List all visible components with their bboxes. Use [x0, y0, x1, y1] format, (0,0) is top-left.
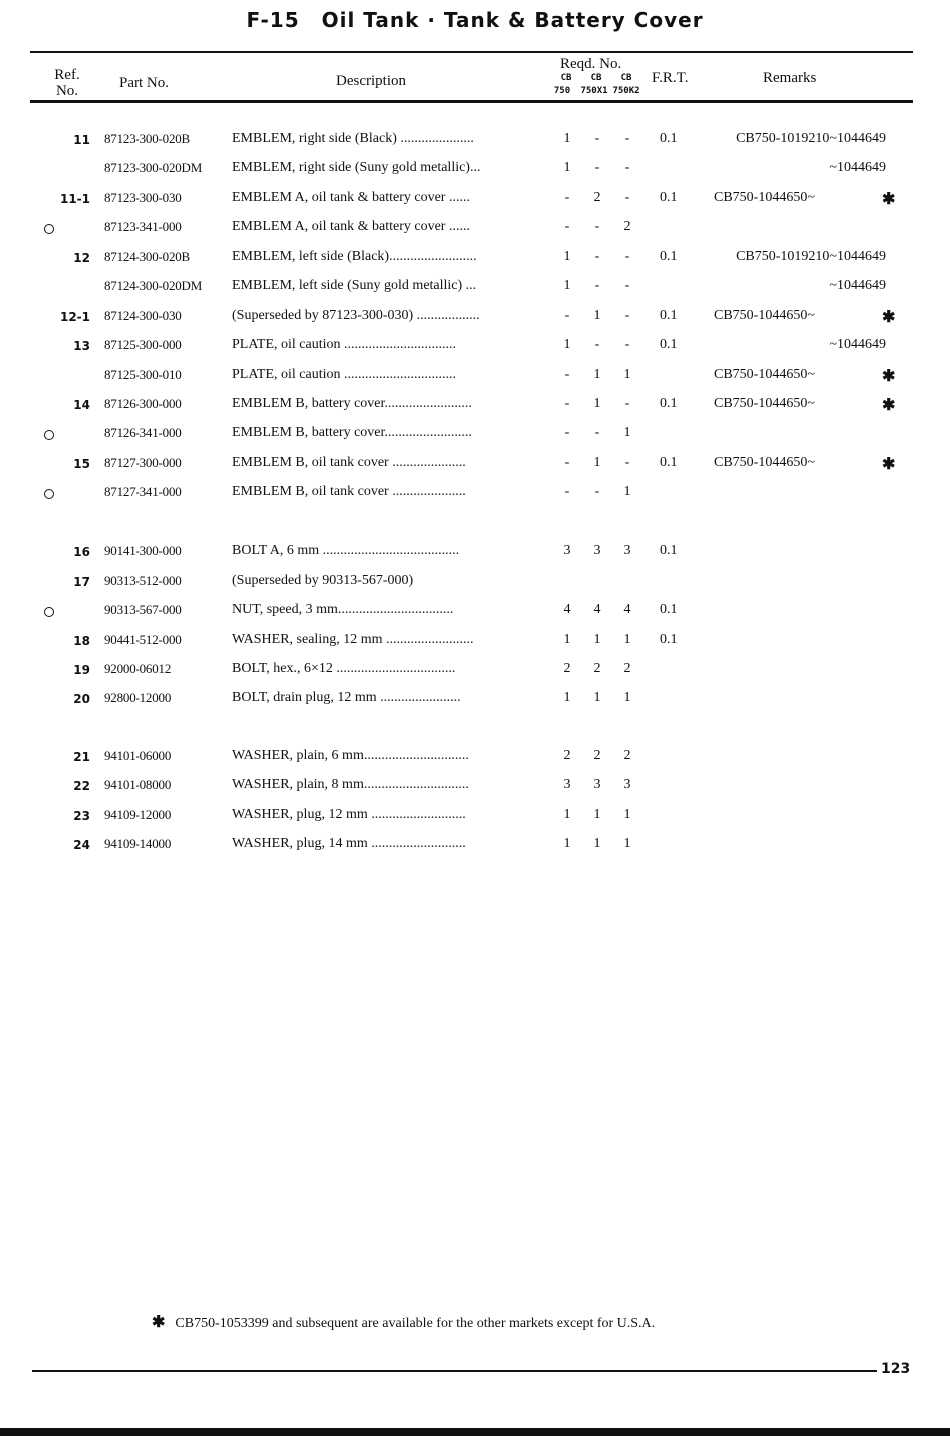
table-row [0, 573, 950, 595]
qty-cb750k2: 1 [623, 807, 631, 822]
qty-cb750: - [564, 455, 570, 470]
ref-no: 11 [73, 133, 90, 147]
footnote-text: CB750-1053399 and subsequent are available for the other markets except for U.S.A. [175, 1316, 656, 1331]
description: EMBLEM B, battery cover......................... [232, 396, 472, 411]
qty-cb750x1: - [594, 249, 600, 264]
qty-cb750x1: - [594, 160, 600, 175]
qty-cb750: 1 [563, 131, 571, 146]
header-remarks: Remarks [763, 70, 817, 86]
header-description: Description [336, 73, 406, 89]
frt-value: 0.1 [660, 396, 678, 411]
description: WASHER, plain, 6 mm.............................. [232, 748, 469, 763]
part-no: 87123-341-000 [104, 219, 182, 234]
frt-value: 0.1 [660, 455, 678, 470]
qty-cb750x1: 2 [593, 190, 601, 205]
table-row [0, 690, 950, 712]
header-col3-bottom: 750K2 [612, 86, 640, 96]
asterisk-icon: ✱ [882, 456, 896, 473]
qty-cb750x1: - [594, 425, 600, 440]
qty-cb750k2: 3 [623, 777, 631, 792]
frt-value: 0.1 [660, 131, 678, 146]
header-frt: F.R.T. [652, 70, 689, 86]
table-row [0, 543, 950, 565]
qty-cb750k2: 1 [623, 632, 631, 647]
part-no: 87127-300-000 [104, 455, 182, 470]
part-no: 94101-08000 [104, 777, 172, 792]
description: WASHER, plug, 14 mm ........................... [232, 836, 466, 851]
part-no: 87126-300-000 [104, 396, 182, 411]
ref-no: 24 [73, 838, 90, 852]
header-col3-top: CB [620, 73, 632, 83]
table-row [0, 748, 950, 770]
qty-cb750: - [564, 308, 570, 323]
qty-cb750x1: 1 [593, 632, 601, 647]
qty-cb750: 2 [563, 661, 571, 676]
table-row [0, 308, 950, 330]
qty-cb750x1: - [594, 219, 600, 234]
qty-cb750x1: - [594, 484, 600, 499]
qty-cb750: - [564, 367, 570, 382]
description: NUT, speed, 3 mm................................. [232, 602, 454, 617]
qty-cb750x1: 1 [593, 367, 601, 382]
qty-cb750: 3 [563, 543, 571, 558]
bottom-band [0, 1428, 950, 1436]
top-rule [30, 51, 913, 53]
table-row [0, 425, 950, 447]
table-row [0, 160, 950, 182]
frt-value: 0.1 [660, 337, 678, 352]
ref-no: 14 [73, 398, 90, 412]
part-no: 90313-567-000 [104, 602, 182, 617]
asterisk-icon: ✱ [882, 397, 896, 414]
qty-cb750k2: - [624, 249, 630, 264]
circle-marker-icon [44, 224, 54, 234]
qty-cb750: - [564, 219, 570, 234]
qty-cb750x1: 3 [593, 543, 601, 558]
part-no: 87125-300-010 [104, 367, 182, 382]
table-row [0, 337, 950, 359]
asterisk-icon: ✱ [152, 1314, 166, 1331]
qty-cb750k2: 2 [623, 661, 631, 676]
qty-cb750: - [564, 484, 570, 499]
frt-value: 0.1 [660, 543, 678, 558]
qty-cb750k2: - [624, 190, 630, 205]
table-row [0, 807, 950, 829]
footer-rule [32, 1370, 877, 1372]
description: EMBLEM A, oil tank & battery cover ...... [232, 190, 470, 205]
qty-cb750x1: 2 [593, 661, 601, 676]
ref-no: 16 [73, 545, 90, 559]
description: BOLT, drain plug, 12 mm ....................... [232, 690, 461, 705]
footnote [152, 1312, 655, 1332]
description: (Superseded by 87123-300-030) .................. [232, 308, 480, 323]
qty-cb750k2: 1 [623, 836, 631, 851]
ref-no: 22 [73, 779, 90, 793]
qty-cb750: 1 [563, 632, 571, 647]
qty-cb750x1: - [594, 278, 600, 293]
qty-cb750x1: 2 [593, 748, 601, 763]
table-row [0, 632, 950, 654]
qty-cb750k2: - [624, 455, 630, 470]
frt-value: 0.1 [660, 632, 678, 647]
qty-cb750: 1 [563, 278, 571, 293]
table-row [0, 131, 950, 153]
qty-cb750: 1 [563, 160, 571, 175]
qty-cb750k2: - [624, 337, 630, 352]
ref-no: 20 [73, 692, 90, 706]
frt-value: 0.1 [660, 602, 678, 617]
remarks: ~1044649 [829, 337, 886, 352]
description: EMBLEM, left side (Suny gold metallic) ... [232, 278, 477, 293]
qty-cb750k2: 2 [623, 219, 631, 234]
table-row [0, 836, 950, 858]
description: EMBLEM B, oil tank cover ..................... [232, 484, 466, 499]
remarks: CB750-1044650~ [714, 396, 815, 411]
table-row [0, 777, 950, 799]
frt-value: 0.1 [660, 308, 678, 323]
qty-cb750k2: - [624, 160, 630, 175]
part-no: 87123-300-020DM [104, 160, 203, 175]
qty-cb750x1: 1 [593, 308, 601, 323]
circle-marker-icon [44, 607, 54, 617]
header-ref-no [50, 67, 84, 99]
qty-cb750k2: 1 [623, 367, 631, 382]
description: EMBLEM B, oil tank cover ..................... [232, 455, 466, 470]
qty-cb750: 3 [563, 777, 571, 792]
description: EMBLEM A, oil tank & battery cover ...... [232, 219, 470, 234]
qty-cb750: - [564, 425, 570, 440]
qty-cb750x1: - [594, 131, 600, 146]
remarks: ~1044649 [829, 278, 886, 293]
circle-marker-icon [44, 489, 54, 499]
description: WASHER, sealing, 12 mm ......................... [232, 632, 474, 647]
header-part-no: Part No. [119, 75, 169, 91]
qty-cb750k2: 2 [623, 748, 631, 763]
section-name: Oil Tank · Tank & Battery Cover [321, 8, 704, 32]
description: WASHER, plug, 12 mm ........................... [232, 807, 466, 822]
remarks: ~1044649 [829, 160, 886, 175]
ref-no: 19 [73, 663, 90, 677]
description: EMBLEM B, battery cover......................... [232, 425, 472, 440]
asterisk-icon: ✱ [882, 191, 896, 208]
qty-cb750x1: 4 [593, 602, 601, 617]
remarks: CB750-1044650~ [714, 190, 815, 205]
part-no: 87126-341-000 [104, 425, 182, 440]
frt-value: 0.1 [660, 249, 678, 264]
table-row [0, 455, 950, 477]
remarks: CB750-1019210~1044649 [736, 249, 886, 264]
ref-no: 12 [73, 251, 90, 265]
asterisk-icon: ✱ [882, 368, 896, 385]
qty-cb750: 1 [563, 836, 571, 851]
part-no: 87124-300-020DM [104, 278, 203, 293]
header-ref-line1: Ref. [54, 67, 80, 83]
part-no: 87124-300-030 [104, 308, 182, 323]
qty-cb750x1: 1 [593, 807, 601, 822]
description: WASHER, plain, 8 mm.............................. [232, 777, 469, 792]
header-col2-top: CB [590, 73, 602, 83]
part-no: 87124-300-020B [104, 249, 191, 264]
header-col1-top: CB [560, 73, 572, 83]
table-row [0, 484, 950, 506]
qty-cb750k2: - [624, 278, 630, 293]
ref-no: 23 [73, 809, 90, 823]
qty-cb750: 1 [563, 807, 571, 822]
table-row [0, 661, 950, 683]
qty-cb750x1: 1 [593, 836, 601, 851]
part-no: 90141-300-000 [104, 543, 182, 558]
asterisk-icon: ✱ [882, 309, 896, 326]
ref-no: 11-1 [59, 192, 90, 206]
qty-cb750k2: - [624, 131, 630, 146]
header-col1-bottom: 750 [553, 86, 571, 96]
page-number: 123 [881, 1361, 911, 1377]
remarks: CB750-1044650~ [714, 308, 815, 323]
part-no: 87125-300-000 [104, 337, 182, 352]
qty-cb750x1: 1 [593, 690, 601, 705]
qty-cb750: 1 [563, 249, 571, 264]
table-row [0, 219, 950, 241]
table-row [0, 367, 950, 389]
part-no: 87123-300-030 [104, 190, 182, 205]
qty-cb750: - [564, 396, 570, 411]
qty-cb750x1: - [594, 337, 600, 352]
part-no: 87127-341-000 [104, 484, 182, 499]
qty-cb750x1: 1 [593, 455, 601, 470]
header-reqd-no: Reqd. No. [560, 56, 622, 72]
qty-cb750k2: 1 [623, 690, 631, 705]
qty-cb750x1: 3 [593, 777, 601, 792]
header-col2-bottom: 750X1 [580, 86, 608, 96]
table-row [0, 190, 950, 212]
part-no: 90441-512-000 [104, 632, 182, 647]
remarks: CB750-1019210~1044649 [736, 131, 886, 146]
ref-no: 17 [73, 575, 90, 589]
qty-cb750: 4 [563, 602, 571, 617]
part-no: 94109-14000 [104, 836, 172, 851]
qty-cb750: 2 [563, 748, 571, 763]
description: EMBLEM, left side (Black)......................... [232, 249, 477, 264]
frt-value: 0.1 [660, 190, 678, 205]
page-title [0, 8, 950, 32]
ref-no: 21 [73, 750, 90, 764]
qty-cb750k2: - [624, 308, 630, 323]
qty-cb750k2: 3 [623, 543, 631, 558]
table-row [0, 602, 950, 624]
remarks: CB750-1044650~ [714, 455, 815, 470]
qty-cb750x1: 1 [593, 396, 601, 411]
description: EMBLEM, right side (Suny gold metallic)... [232, 160, 481, 175]
table-row [0, 249, 950, 271]
part-no: 94101-06000 [104, 748, 172, 763]
qty-cb750: 1 [563, 690, 571, 705]
part-no: 92000-06012 [104, 661, 172, 676]
qty-cb750: - [564, 190, 570, 205]
description: BOLT, hex., 6×12 .................................. [232, 661, 456, 676]
part-no: 90313-512-000 [104, 573, 182, 588]
part-no: 92800-12000 [104, 690, 172, 705]
qty-cb750k2: 1 [623, 484, 631, 499]
section-code: F-15 [246, 8, 300, 32]
ref-no: 12-1 [59, 310, 90, 324]
ref-no: 13 [73, 339, 90, 353]
description: PLATE, oil caution ................................ [232, 367, 456, 382]
description: (Superseded by 90313-567-000) [232, 573, 414, 588]
description: EMBLEM, right side (Black) ..................... [232, 131, 474, 146]
ref-no: 18 [73, 634, 90, 648]
ref-no: 15 [73, 457, 90, 471]
description: BOLT A, 6 mm ....................................... [232, 543, 460, 558]
remarks: CB750-1044650~ [714, 367, 815, 382]
description: PLATE, oil caution ................................ [232, 337, 456, 352]
table-row [0, 396, 950, 418]
qty-cb750k2: - [624, 396, 630, 411]
qty-cb750k2: 4 [623, 602, 631, 617]
table-row [0, 278, 950, 300]
circle-marker-icon [44, 430, 54, 440]
part-no: 87123-300-020B [104, 131, 191, 146]
header-ref-line2: No. [55, 83, 79, 99]
qty-cb750: 1 [563, 337, 571, 352]
part-no: 94109-12000 [104, 807, 172, 822]
qty-cb750k2: 1 [623, 425, 631, 440]
header-rule [30, 100, 913, 103]
